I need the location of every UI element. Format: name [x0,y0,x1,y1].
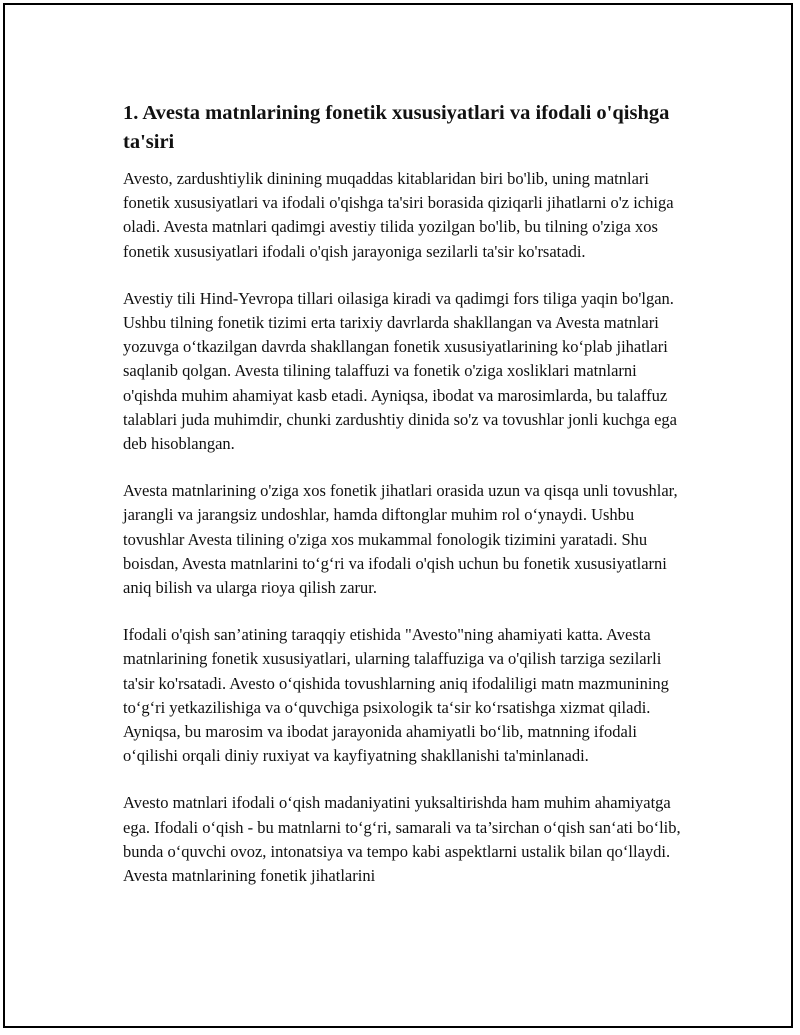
page-frame [3,3,793,1028]
paragraph-5: Avesto matnlari ifodali oʻqish madaniyatini yuksaltirishda ham muhim ahamiyatga ega. Ifodali oʻqish - bu matnlarni toʻgʻri, samarali va ta’sirchan oʻqish sanʻati boʻlib, bunda oʻquvchi ovoz, intonatsiya va tempo kabi aspektlarni ustalik bilan qoʻllaydi. Avesta matnlarining fonetik jihatlarini [123,793,681,886]
paragraph-3: Avesta matnlarining o'ziga xos fonetik jihatlari orasida uzun va qisqa unli tovushlar, jarangli va jarangsiz undoshlar, hamda diftonglar muhim rol oʻynaydi. Ushbu tovushlar Avesta tilining o'ziga xos mukammal fonologik tizimini yaratadi. Shu boisdan, Avesta matnlarini toʻgʻri va ifodali o'qish uchun bu fonetik xususiyatlarni aniq bilish va ularga rioya qilish zarur. [123,481,678,598]
paragraph-4: Ifodali o'qish san’atining taraqqiy etishida "Avesto"ning ahamiyati katta. Avesta matnlarining fonetik xususiyatlari, ularning talaffuziga va o'qilish tarziga sezilarli ta'sir ko'rsatadi. Avesto oʻqishida tovushlarning aniq ifodaliligi matn mazmunining toʻgʻri yetkazilishiga va oʻquvchiga psixologik taʻsir koʻrsatishga xizmat qiladi. Ayniqsa, bu marosim va ibodat jarayonida ahamiyatli boʻlib, matnning ifodali oʻqilishi orqali diniy ruxiyat va kayfiyatning shakllanishi ta'minlanadi. [123,625,669,766]
paragraph-1: Avesto, zardushtiylik dinining muqaddas kitablaridan biri bo'lib, uning matnlari fonetik xususiyatlari va ifodali o'qishga ta'siri borasida qiziqarli jihatlarni o'z ichiga oladi. Avesta matnlari qadimgi avestiy tilida yozilgan bo'lib, bu tilning o'ziga xos fonetik xususiyatlari ifodali o'qish jarayoniga sezilarli ta'sir ko'rsatadi. [123,169,674,261]
paragraph-2: Avestiy tili Hind-Yevropa tillari oilasiga kiradi va qadimgi fors tiliga yaqin bo'lgan. Ushbu tilning fonetik tizimi erta tarixiy davrlarda shakllangan va Avesta matnlari yozuvga oʻtkazilgan davrda shakllangan fonetik xususiyatlarining koʻplab jihatlari saqlanib qolgan. Avesta tilining talaffuzi va fonetik o'ziga xosliklari matnlarni o'qishda muhim ahamiyat kasb etadi. Ayniqsa, ibodat va marosimlarda, bu talaffuz talablari juda muhimdir, chunki zardushtiy dinida so'z va tovushlar jonli kuchga ega deb hisoblangan. [123,288,678,454]
section-heading: 1. Avesta matnlarining fonetik xususiyatlari va ifodali o'qishga ta'siri [123,102,670,153]
document-body [123,99,693,911]
